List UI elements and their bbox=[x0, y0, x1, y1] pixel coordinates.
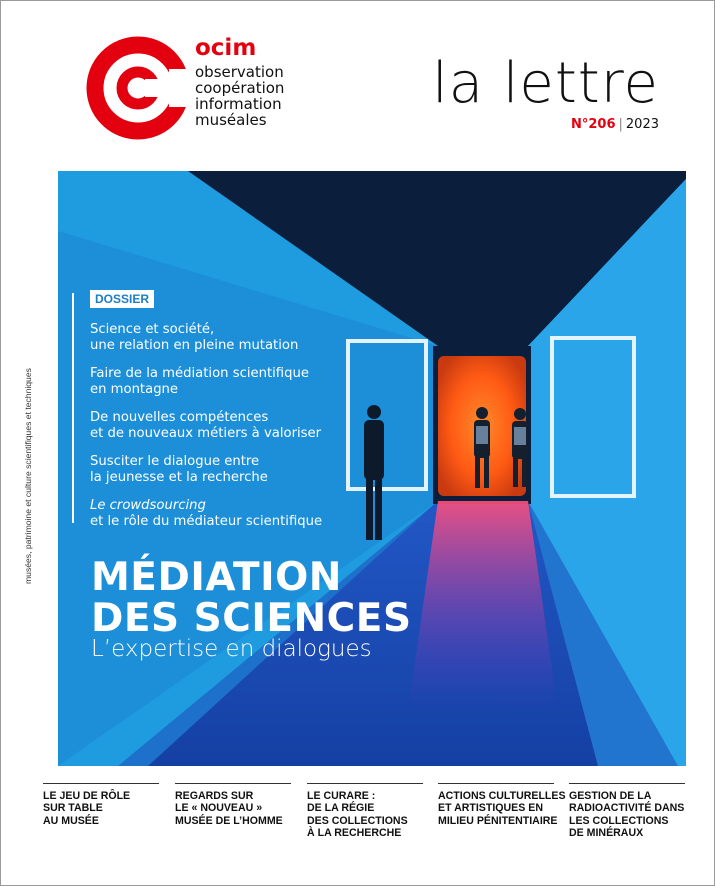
dossier-item bbox=[90, 498, 330, 529]
tagline-line: coopération bbox=[195, 79, 285, 97]
tagline-line: muséales bbox=[195, 111, 267, 129]
dossier-item bbox=[90, 366, 330, 397]
cover-subtitle: L’expertise en dialogues bbox=[91, 636, 372, 662]
issue-number: N°206 bbox=[570, 117, 616, 132]
article-line: DE LA RÉGIE bbox=[307, 802, 375, 815]
dossier-item-line: en montagne bbox=[90, 381, 179, 397]
side-caption bbox=[21, 174, 37, 584]
article-teaser[interactable] bbox=[175, 783, 291, 827]
article-line: ACTIONS CULTURELLES bbox=[438, 790, 566, 802]
dossier-item-line: Le crowdsourcing bbox=[90, 498, 206, 513]
article-teaser[interactable] bbox=[438, 783, 566, 827]
article-teaser[interactable] bbox=[43, 783, 159, 827]
issue-year: 2023 bbox=[625, 117, 659, 132]
dossier-list bbox=[90, 322, 330, 542]
article-teaser[interactable] bbox=[569, 783, 685, 840]
dossier-item-line: Science et société, bbox=[90, 322, 215, 337]
masthead-title: la lettre bbox=[432, 51, 659, 116]
tagline-line: observation bbox=[195, 63, 284, 81]
dossier-item-line: Susciter le dialogue entre bbox=[90, 454, 260, 469]
article-line: AU MUSÉE bbox=[43, 814, 99, 827]
cover-title bbox=[91, 557, 412, 639]
dossier-item bbox=[90, 454, 330, 485]
article-line: MILIEU PÉNITENTIAIRE bbox=[438, 814, 558, 827]
article-line: LES COLLECTIONS bbox=[569, 814, 669, 827]
issue-info bbox=[571, 117, 659, 132]
issue-separator: | bbox=[618, 117, 623, 132]
article-line: DES COLLECTIONS bbox=[307, 814, 408, 827]
cover-title-line: MÉDIATION bbox=[91, 555, 342, 600]
article-line: LE « NOUVEAU » bbox=[175, 802, 263, 815]
article-line: SUR TABLE bbox=[43, 802, 103, 815]
cover-title-line: DES SCIENCES bbox=[91, 596, 412, 641]
dossier-badge: DOSSIER bbox=[90, 290, 154, 308]
article-teaser[interactable] bbox=[307, 783, 423, 840]
dossier-item-line: une relation en pleine mutation bbox=[90, 337, 299, 353]
dossier-item bbox=[90, 322, 330, 353]
brand-tagline bbox=[195, 64, 284, 128]
dossier-item-line: la jeunesse et la recherche bbox=[90, 469, 268, 485]
article-line: DE MINÉRAUX bbox=[569, 827, 644, 840]
article-line: À LA RECHERCHE bbox=[307, 827, 402, 840]
article-line: LE JEU DE RÔLE bbox=[43, 790, 131, 802]
article-line: LE CURARE : bbox=[307, 790, 376, 802]
tagline-line: information bbox=[195, 95, 282, 113]
dossier-item-line: De nouvelles compétences bbox=[90, 410, 269, 425]
brand-name: ocim bbox=[195, 35, 257, 61]
side-caption-text: musées, patrimoine et culture scientifiques et techniques bbox=[23, 368, 33, 584]
article-line: GESTION DE LA bbox=[569, 790, 652, 802]
dossier-item-line: et de nouveaux métiers à valoriser bbox=[90, 425, 322, 441]
article-line: REGARDS SUR bbox=[175, 790, 254, 802]
article-line: ET ARTISTIQUES EN bbox=[438, 802, 543, 815]
dossier-item bbox=[90, 410, 330, 441]
ocim-logo-icon bbox=[83, 33, 193, 143]
dossier-rule bbox=[72, 293, 74, 523]
article-line: MUSÉE DE L’HOMME bbox=[175, 814, 283, 827]
dossier-header bbox=[90, 290, 154, 308]
dossier-item-line: et le rôle du médiateur scientifique bbox=[90, 513, 323, 529]
article-line: RADIOACTIVITÉ DANS bbox=[569, 802, 685, 815]
dossier-item-line: Faire de la médiation scientifique bbox=[90, 366, 309, 381]
